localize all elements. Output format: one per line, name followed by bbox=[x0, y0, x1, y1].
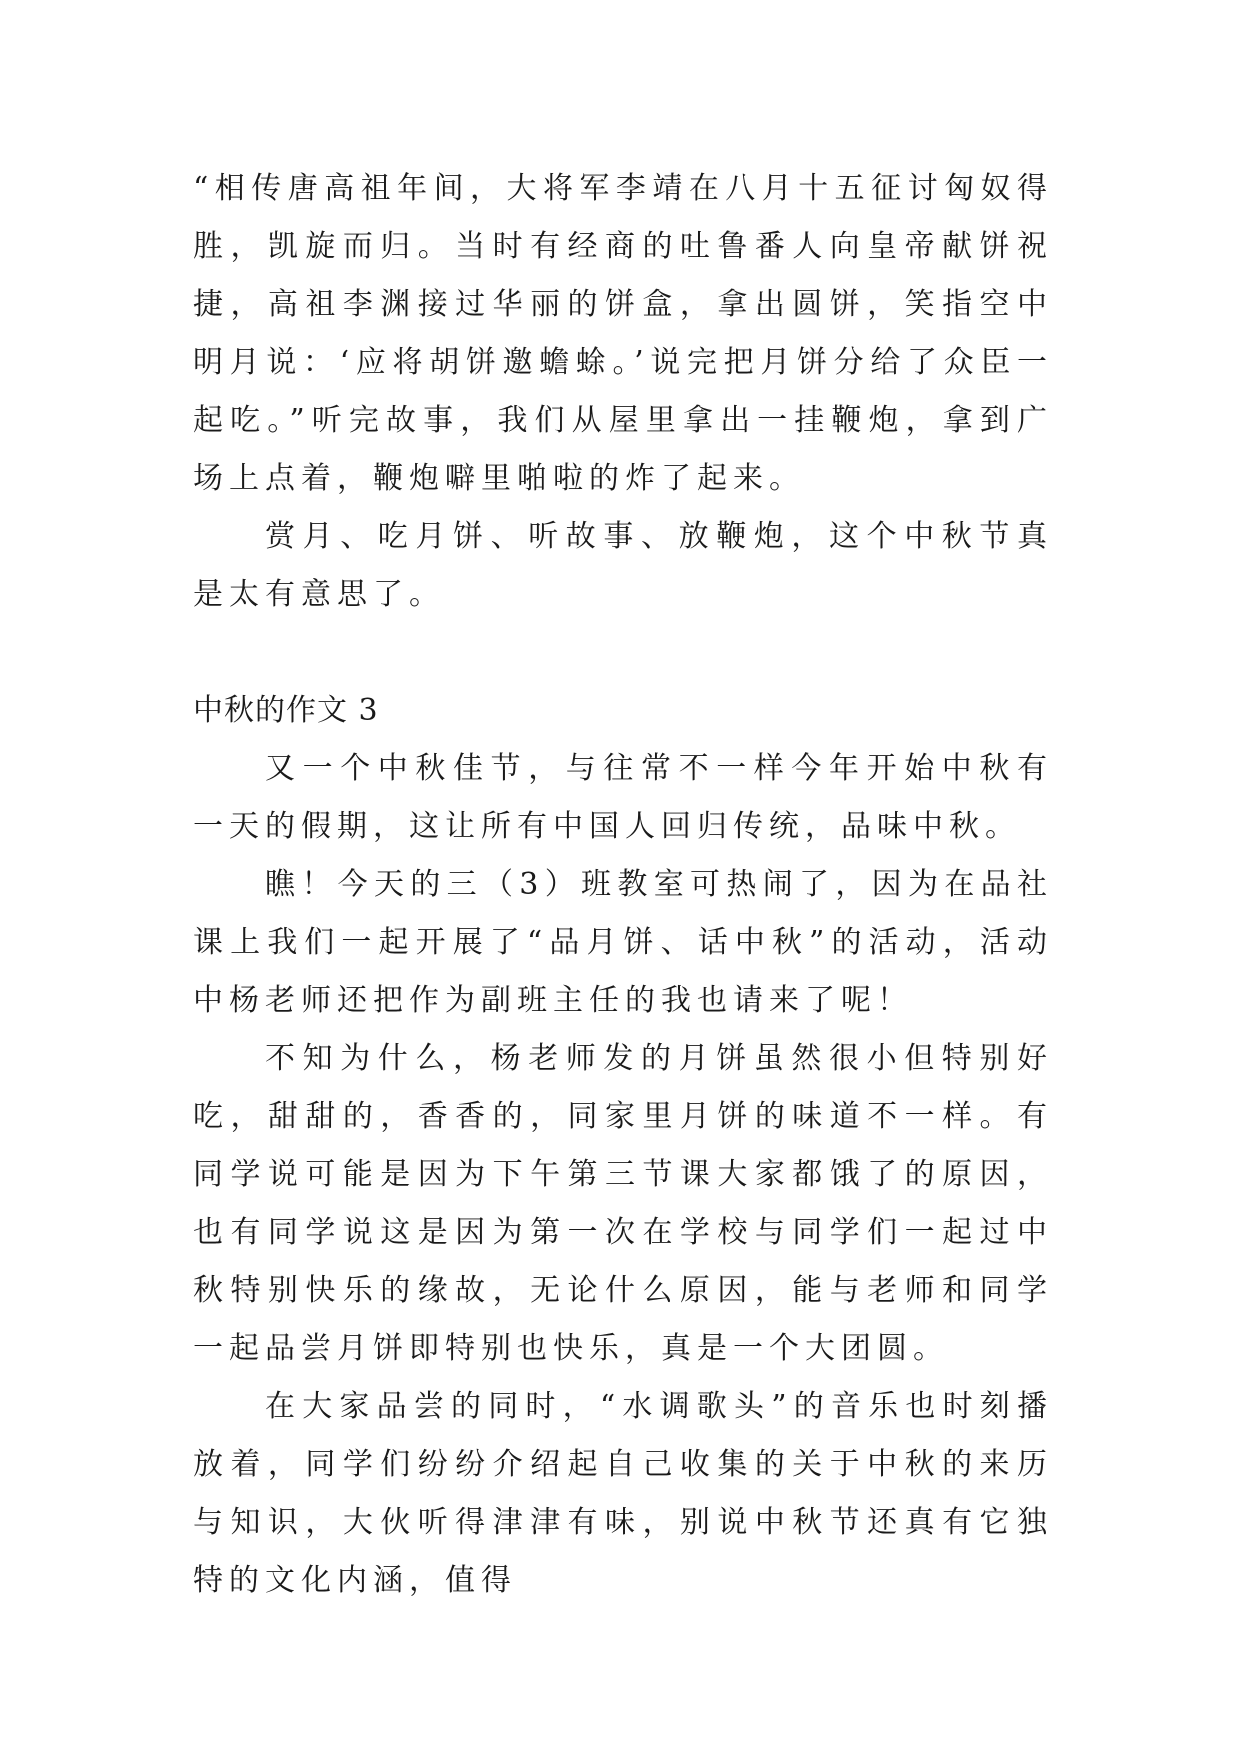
paragraph-legend-story: “相传唐高祖年间，大将军李靖在八月十五征讨匈奴得胜，凯旋而归。当时有经商的吐鲁番人向皇帝献饼祝捷，高祖李渊接过华丽的饼盒，拿出圆饼，笑指空中明月说：‘应将胡饼邀蟾蜍。’说完把月饼分给了众臣一起吃。”听完故事，我们从屋里拿出一挂鞭炮，拿到广场上点着，鞭炮噼里啪啦的炸了起来。 bbox=[193, 171, 1053, 496]
paragraph-holiday: 又一个中秋佳节，与往常不一样今年开始中秋有一天的假期，这让所有中国人回归传统，品味中秋。 bbox=[193, 751, 1053, 844]
paragraph-festival-summary: 赏月、吃月饼、听故事、放鞭炮，这个中秋节真是太有意思了。 bbox=[193, 519, 1053, 612]
section-title: 中秋的作文 3 bbox=[193, 693, 379, 728]
paragraph-classroom: 瞧！今天的三（3）班教室可热闹了，因为在品社课上我们一起开展了“品月饼、话中秋”的活动，活动中杨老师还把作为副班主任的我也请来了呢！ bbox=[193, 867, 1053, 1018]
section-gap bbox=[193, 624, 1053, 682]
paragraph-mooncake-taste: 不知为什么，杨老师发的月饼虽然很小但特别好吃，甜甜的，香香的，同家里月饼的味道不一样。有同学说可能是因为下午第三节课大家都饿了的原因，也有同学说这是因为第一次在学校与同学们一起过中秋特别快乐的缘故，无论什么原因，能与老师和同学一起品尝月饼即特别也快乐，真是一个大团圆。 bbox=[193, 1041, 1053, 1366]
paragraph-music-culture: 在大家品尝的同时，“水调歌头”的音乐也时刻播放着，同学们纷纷介绍起自己收集的关于中秋的来历与知识，大伙听得津津有味，别说中秋节还真有它独特的文化内涵，值得 bbox=[193, 1389, 1053, 1598]
document-page bbox=[193, 160, 1053, 1610]
